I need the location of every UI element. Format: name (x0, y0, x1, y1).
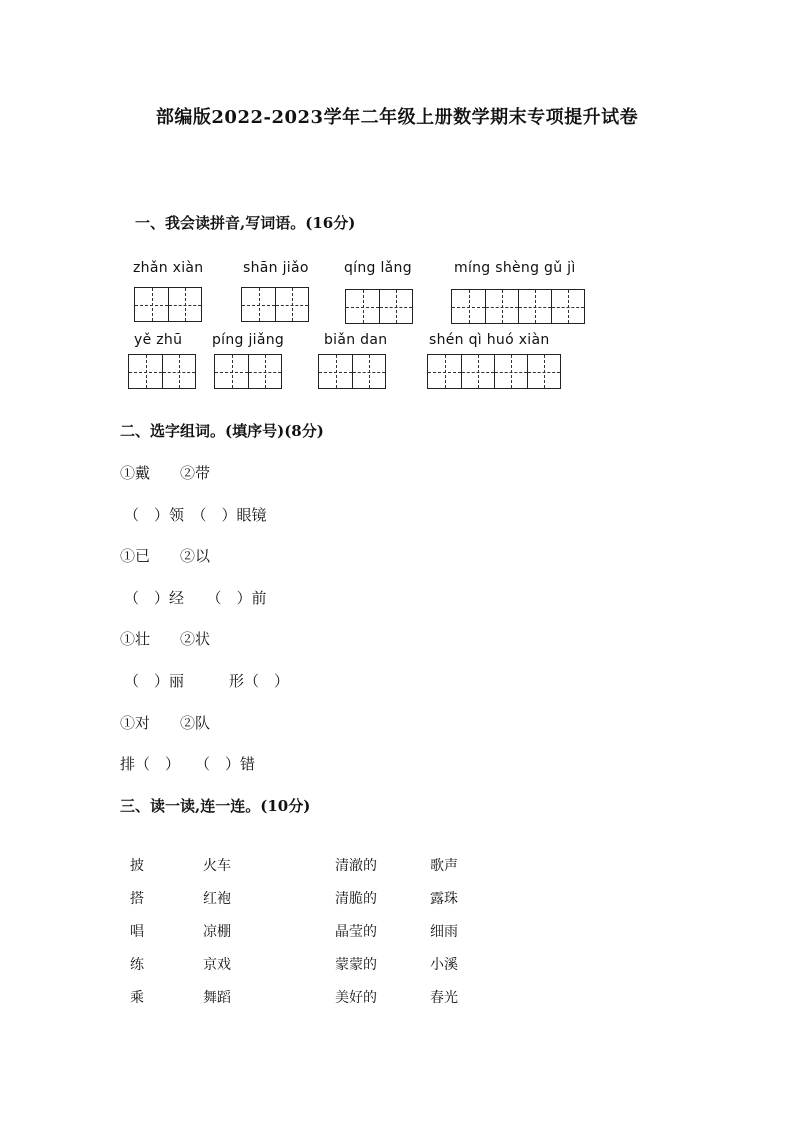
writing-cell[interactable] (248, 355, 281, 388)
writing-grid-qinglang[interactable] (345, 289, 413, 324)
pinyin-zhanxian: zhǎn xiàn (133, 260, 204, 276)
noun-item-2[interactable]: 露珠 (430, 891, 458, 907)
fill-blank-line[interactable]: （ ）丽 形（ ） (124, 672, 290, 690)
fill-blank-line[interactable]: 排（ ） （ ）错 (120, 755, 256, 773)
writing-cell[interactable] (319, 355, 352, 388)
noun-item-2[interactable]: 细雨 (430, 924, 458, 940)
writing-cell[interactable] (215, 355, 248, 388)
writing-grid-zhanxian[interactable] (134, 287, 202, 322)
pinyin-shenqihuoxian: shén qì huó xiàn (429, 332, 550, 348)
writing-cell[interactable] (428, 355, 461, 388)
writing-grid-biandan[interactable] (318, 354, 386, 389)
writing-grid-pingjiang[interactable] (214, 354, 282, 389)
noun-item-2[interactable]: 春光 (430, 990, 458, 1006)
writing-grid-mingshengguji[interactable] (451, 289, 585, 324)
writing-cell[interactable] (352, 355, 385, 388)
writing-cell[interactable] (129, 355, 162, 388)
verb-item[interactable]: 搭 (130, 891, 144, 907)
fill-blank-line[interactable]: （ ）经 （ ）前 (124, 589, 267, 607)
pinyin-biandan: biǎn dan (324, 332, 388, 348)
noun-item-2[interactable]: 小溪 (430, 957, 458, 973)
noun-item[interactable]: 京戏 (203, 957, 231, 973)
writing-grid-shanjiao[interactable] (241, 287, 309, 322)
noun-item[interactable]: 火车 (203, 858, 231, 874)
writing-cell[interactable] (346, 290, 379, 323)
choice-options: ①已 ②以 (120, 547, 211, 565)
writing-cell[interactable] (379, 290, 412, 323)
writing-cell[interactable] (168, 288, 201, 321)
choice-options: ①壮 ②状 (120, 630, 211, 648)
section-1-heading: 一、我会读拼音,写词语。(16分) (135, 214, 356, 232)
noun-item-2[interactable]: 歌声 (430, 858, 458, 874)
writing-cell[interactable] (551, 290, 584, 323)
verb-item[interactable]: 唱 (130, 924, 144, 940)
writing-cell[interactable] (242, 288, 275, 321)
pinyin-pingjiang: píng jiǎng (212, 332, 285, 348)
verb-item[interactable]: 披 (130, 858, 144, 874)
choice-options: ①戴 ②带 (120, 464, 211, 482)
adjective-item[interactable]: 晶莹的 (335, 924, 377, 940)
writing-cell[interactable] (162, 355, 195, 388)
writing-cell[interactable] (494, 355, 527, 388)
adjective-item[interactable]: 美好的 (335, 990, 377, 1006)
noun-item[interactable]: 红袍 (203, 891, 231, 907)
choice-options: ①对 ②队 (120, 714, 211, 732)
writing-grid-yezhu[interactable] (128, 354, 196, 389)
pinyin-shanjiao: shān jiǎo (243, 260, 309, 276)
writing-cell[interactable] (452, 290, 485, 323)
adjective-item[interactable]: 清澈的 (335, 858, 377, 874)
adjective-item[interactable]: 蒙蒙的 (335, 957, 377, 973)
noun-item[interactable]: 舞蹈 (203, 990, 231, 1006)
verb-item[interactable]: 乘 (130, 990, 144, 1006)
verb-item[interactable]: 练 (130, 957, 144, 973)
writing-cell[interactable] (135, 288, 168, 321)
writing-cell[interactable] (461, 355, 494, 388)
writing-cell[interactable] (527, 355, 560, 388)
writing-cell[interactable] (518, 290, 551, 323)
fill-blank-line[interactable]: （ ）领 （ ）眼镜 (124, 506, 267, 524)
page-title: 部编版2022-2023学年二年级上册数学期末专项提升试卷 (155, 107, 639, 128)
noun-item[interactable]: 凉棚 (203, 924, 231, 940)
writing-grid-shenqihuoxian[interactable] (427, 354, 561, 389)
pinyin-mingshengguji: míng shèng gǔ jì (454, 260, 576, 276)
section-3-heading: 三、读一读,连一连。(10分) (120, 797, 311, 815)
pinyin-yezhu: yě zhū (134, 332, 183, 348)
writing-cell[interactable] (485, 290, 518, 323)
pinyin-qinglang: qíng lǎng (344, 260, 412, 276)
adjective-item[interactable]: 清脆的 (335, 891, 377, 907)
writing-cell[interactable] (275, 288, 308, 321)
section-2-heading: 二、选字组词。(填序号)(8分) (120, 422, 324, 440)
